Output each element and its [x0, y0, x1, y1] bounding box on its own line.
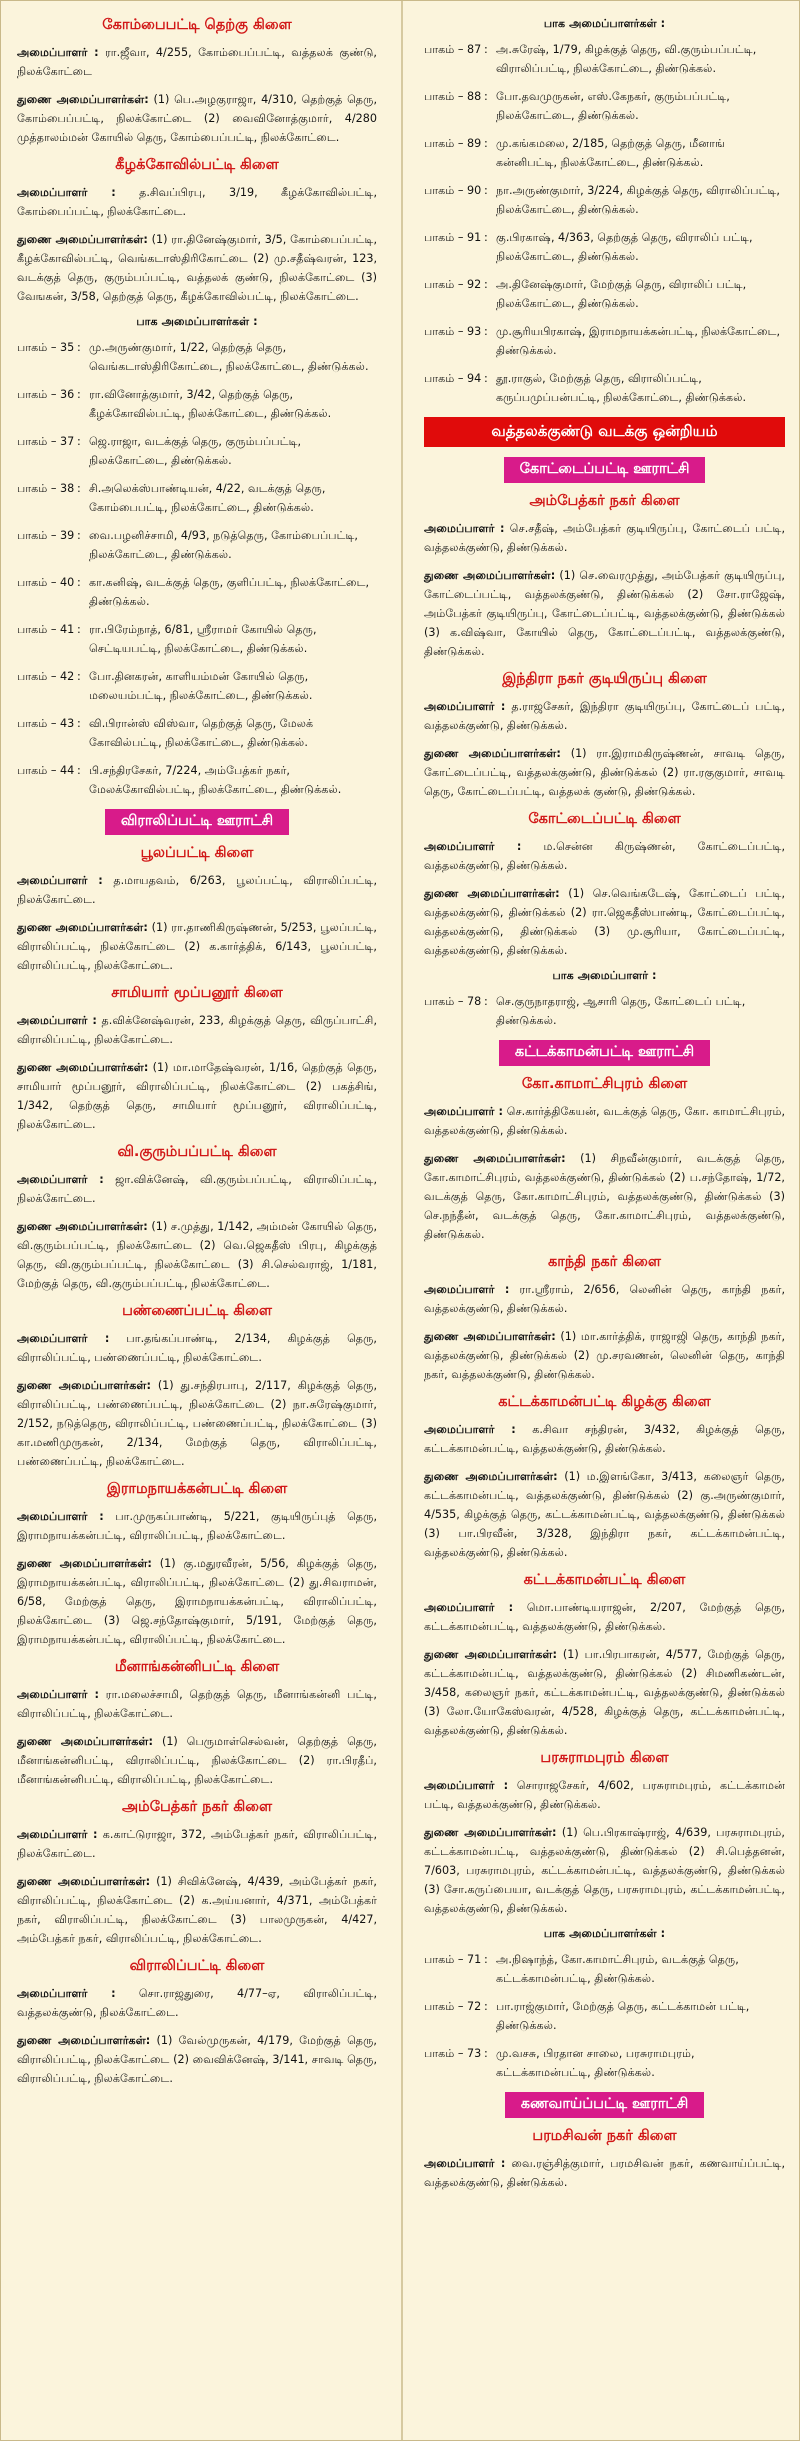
ward-colon: :	[77, 529, 81, 542]
branch-section	[17, 1303, 377, 1471]
ward-row	[17, 338, 377, 376]
role-label: அமைப்பாளர் :	[17, 1014, 97, 1027]
branch-title: கோம்பைபட்டி தெற்கு கிளை	[102, 17, 292, 33]
ward-number: பாகம் – 36	[17, 388, 75, 401]
member-entry	[424, 2154, 785, 2192]
branch-title: காந்தி நகர் கிளை	[548, 1254, 661, 1270]
ward-organisers-heading: பாக அமைப்பாளர்கள் :	[136, 315, 258, 328]
branch-section	[424, 1394, 785, 1562]
member-details: (1) பா.பிரபாகரன், 4/577, மேற்குத் தெரு, கட்டக்காமன்பட்டி, வத்தலக்குண்டு, திண்டுக்கல் (2) சிமணிகண்டன், 3/458, கலைஞர் நகர், கட்டக்காமன்பட்டி, வத்தலக்குண்டு, திண்டுக்கல் (3) லோ.யோகேஸ்வரன், 4/528, கிழக்குத் தெரு, கட்டக்காமன்பட்டி, வத்தலக்குண்டு, திண்டுக்கல்.	[424, 1648, 785, 1737]
ward-organisers-heading: பாக அமைப்பாளர்கள் :	[543, 17, 666, 30]
branch-title: கீழக்கோவில்பட்டி கிளை	[115, 157, 279, 173]
role-label: துணை அமைப்பாளர்கள்:	[17, 1379, 151, 1392]
branch-title: இந்திரா நகர் குடியிருப்பு கிளை	[502, 671, 707, 687]
branch-title: கோ.காமாட்சிபுரம் கிளை	[521, 1076, 688, 1092]
member-details: (1) கு.மதுரவீரன், 5/56, கிழக்குத் தெரு, இராமநாயக்கன்பட்டி, விராலிப்பட்டி, நிலக்கோட்டை (2) து.சிவராமன், 6/58, மேற்குத் தெரு, இராமநாயக்கன்பட்டி, விராலிப்பட்டி, நிலக்கோட்டை (3) ஜெ.சந்தோஷ்குமார், 5/191, மேற்குத் தெரு, இராமநாயக்கன்பட்டி, விராலிப்பட்டி, நிலக்கோட்டை.	[17, 1557, 378, 1646]
role-label: அமைப்பாளர் :	[424, 1105, 503, 1118]
role-label: அமைப்பாளர் :	[17, 1332, 110, 1345]
role-label: அமைப்பாளர் :	[17, 1987, 116, 2000]
ward-number: பாகம் – 40	[17, 576, 75, 589]
member-entry	[424, 1420, 785, 1458]
ward-row	[424, 181, 785, 219]
ward-organisers-heading: பாக அமைப்பாளர் :	[552, 969, 657, 982]
member-details: மொ.பாண்டியராஜன், 2/207, மேற்குத் தெரு, கட்டக்காமன்பட்டி, வத்தலக்குண்டு, திண்டுக்கல்.	[424, 1601, 785, 1633]
member-entry	[17, 1507, 377, 1545]
member-entry	[17, 918, 377, 975]
member-entry	[17, 1217, 377, 1293]
branch-section	[424, 17, 785, 407]
member-entry	[424, 1327, 785, 1384]
member-details: த.மாயதவம், 6/263, பூலப்பட்டி, விராலிப்பட்டி, நிலக்கோட்டை.	[17, 874, 378, 906]
member-details: பா.தங்கப்பாண்டி, 2/134, கிழக்குத் தெரு, விராலிப்பட்டி, பண்ணைப்பட்டி, நிலக்கோட்டை.	[17, 1332, 377, 1364]
member-details: ரா.ஸ்ரீராம், 2/656, லெனின் தெரு, காந்தி நகர், வத்தலக்குண்டு, திண்டுக்கல்.	[424, 1283, 786, 1315]
branch-title: அம்பேத்கர் நகர் கிளை	[121, 1799, 273, 1815]
ward-details: மு.அருண்குமார், 1/22, தெற்குத் தெரு, வெங்கடாஸ்திரிகோட்டை, நிலக்கோட்டை, திண்டுக்கல்.	[89, 341, 369, 373]
branch-title: மீனாங்கன்னிபட்டி கிளை	[114, 1659, 280, 1675]
member-entry	[17, 2031, 377, 2088]
ward-row	[424, 1997, 785, 2035]
ward-number: பாகம் – 39	[17, 529, 75, 542]
member-details: க.சிவா சந்திரன், 3/432, கிழக்குத் தெரு, கட்டக்காமன்பட்டி, வத்தலக்குண்டு, திண்டுக்கல்.	[424, 1423, 785, 1455]
member-details: (1) ம.இளங்கோ, 3/413, கலைஞர் தெரு, கட்டக்காமன்பட்டி, வத்தலக்குண்டு, திண்டுக்கல் (2) கு.அருண்குமார், 4/535, கிழக்குத் தெரு, கட்டக்காமன்பட்டி, வத்தலக்குண்டு, திண்டுக்கல் (3) பா.பிரவீன், 3/328, இந்திரா நகர், கட்டக்காமன்பட்டி, வத்தலக்குண்டு, திண்டுக்கல்.	[424, 1470, 785, 1559]
member-entry	[17, 1685, 377, 1723]
branch-section	[17, 1958, 377, 2088]
member-details: (1) பெ.பிரகாஷ்ராஜ், 4/639, பரசுராமபுரம், கட்டக்காமன்பட்டி, வத்தலக்குண்டு, திண்டுக்கல் (2) சி.பெத்தனன், 7/603, பரசுராமபுரம், கட்டக்காமன்பட்டி, வத்தலக்குண்டு, திண்டுக்கல் (3) சோ.கருப்பையா, வடக்குத் தெரு, பரசுராமபுரம், கட்டக்காமன்பட்டி, வத்தலக்குண்டு, திண்டுக்கல்.	[424, 1826, 785, 1915]
role-label: துணை அமைப்பாளர்கள்:	[424, 1648, 557, 1661]
member-details: (1) சிநவீன்குமார், வடக்குத் தெரு, கோ.காமாட்சிபுரம், வத்தலக்குண்டு, திண்டுக்கல் (2) ப.சந்தோஷ், 1/72, வடக்குத் தெரு, கோ.காமாட்சிபுரம், வத்தலக்குண்டு, திண்டுக்கல் (3) செ.நந்தீன், வடக்குத் தெரு, கோ.காமாட்சிபுரம், வத்தலக்குண்டு, திண்டுக்கல்.	[424, 1152, 785, 1241]
ward-colon: :	[484, 325, 488, 338]
branch-title: சாமியார் மூப்பனூர் கிளை	[111, 985, 283, 1001]
ward-colon: :	[484, 90, 488, 103]
panchayat-banner: கட்டக்காமன்பட்டி ஊராட்சி	[499, 1040, 710, 1066]
ward-details: வை.பழனிச்சாமி, 4/93, நடுத்தெரு, கோம்பைப்பட்டி, நிலக்கோட்டை, திண்டுக்கல்.	[89, 529, 358, 561]
ward-details: பி.சந்திரசேகர், 7/224, அம்பேத்கர் நகர், மேலக்கோவில்பட்டி, நிலக்கோட்டை, திண்டுக்கல்.	[89, 764, 342, 796]
panchayat-banner: கோட்டைப்பட்டி ஊராட்சி	[504, 457, 706, 483]
ward-number: பாகம் – 87	[424, 43, 482, 56]
role-label: துணை அமைப்பாளர்கள்:	[424, 1152, 566, 1165]
role-label: அமைப்பாளர் :	[17, 1688, 100, 1701]
member-entry	[424, 1823, 785, 1918]
branch-title: பரமசிவன் நகர் கிளை	[532, 2128, 677, 2144]
member-details: (1) மா.மாதேஷ்வரன், 1/16, தெற்குத் தெரு, சாமியார் மூப்பனூர், விராலிப்பட்டி, நிலக்கோட்டை (2) பகத்சிங், 1/342, தெற்குத் தெரு, சாமியார் மூப்பனூர், விராலிப்பட்டி, நிலக்கோட்டை.	[17, 1061, 377, 1131]
branch-title: கட்டக்காமன்பட்டி கிளை	[523, 1572, 686, 1588]
member-entry	[17, 871, 377, 909]
member-entry	[424, 697, 785, 735]
ward-number: பாகம் – 72	[424, 2000, 482, 2013]
ward-row	[17, 385, 377, 423]
branch-title: விராலிப்பட்டி கிளை	[129, 1958, 265, 1974]
ward-number: பாகம் – 91	[424, 231, 482, 244]
member-entry	[17, 230, 377, 306]
member-entry	[17, 183, 377, 221]
branch-section	[424, 1572, 785, 1740]
member-entry	[424, 519, 785, 557]
ward-number: பாகம் – 89	[424, 137, 482, 150]
role-label: துணை அமைப்பாளர்கள்:	[17, 233, 148, 246]
role-label: துணை அமைப்பாளர்கள்:	[424, 1470, 558, 1483]
ward-colon: :	[484, 2047, 488, 2060]
member-entry	[17, 90, 377, 147]
ward-details: மு.சூரியபிரகாஷ், இராமநாயக்கன்பட்டி, நிலக்கோட்டை, திண்டுக்கல்.	[496, 325, 781, 357]
ward-row	[17, 620, 377, 658]
branch-section	[424, 2128, 785, 2192]
ward-row	[17, 432, 377, 470]
member-details: (1) பெருமாள்செல்வன், தெற்குத் தெரு, மீனாங்கன்னிபட்டி, விராலிப்பட்டி, நிலக்கோட்டை (2) ரா.பிரதீப், மீனாங்கன்னிபட்டி, விராலிப்பட்டி, நிலக்கோட்டை.	[17, 1735, 377, 1786]
ward-colon: :	[77, 717, 81, 730]
ward-details: கா.கனிஷ், வடக்குத் தெரு, குளிப்பட்டி, நிலக்கோட்டை, திண்டுக்கல்.	[89, 576, 370, 608]
ward-row	[17, 479, 377, 517]
member-details: (1) ரா.இராமகிருஷ்ணன், சாவடி தெரு, கோட்டைப்பட்டி, வத்தலக்குண்டு, திண்டுக்கல் (2) ரா.ரகுகுமார், சாவடி தெரு, கோட்டைப்பட்டி, வத்தலக் குண்டு, திண்டுக்கல்.	[424, 747, 785, 798]
ward-details: மு.வசசு, பிரதான சாலை, பரசுராமபுரம், கட்டக்காமன்பட்டி, திண்டுக்கல்.	[496, 2047, 695, 2079]
ward-details: ரா.பிரேம்நாத், 6/81, ஸ்ரீராமர் கோயில் தெரு, செட்டியபட்டி, நிலக்கோட்டை, திண்டுக்கல்.	[89, 623, 317, 655]
ward-colon: :	[77, 482, 81, 495]
member-entry	[17, 1554, 377, 1649]
ward-details: நா.அருண்குமார், 3/224, கிழக்குத் தெரு, விராலிப்பட்டி, நிலக்கோட்டை, திண்டுக்கல்.	[496, 184, 780, 216]
role-label: அமைப்பாளர் :	[424, 2157, 506, 2170]
branch-section	[17, 809, 377, 835]
ward-details: செ.குருநாதராஜ், ஆசாரி தெரு, கோட்டைப் பட்டி, திண்டுக்கல்.	[496, 995, 746, 1027]
ward-row	[424, 40, 785, 78]
role-label: துணை அமைப்பாளர்கள்:	[424, 1826, 557, 1839]
ward-details: பா.ராஜ்குமார், மேற்குத் தெரு, கட்டக்காமன் பட்டி, திண்டுக்கல்.	[496, 2000, 750, 2032]
member-details: த.விக்னேஷ்வரன், 233, கிழக்குத் தெரு, விருப்பாட்சி, விராலிப்பட்டி, நிலக்கோட்டை.	[17, 1014, 377, 1046]
member-details: (1) து.சந்திரபாபு, 2/117, கிழக்குத் தெரு, விராலிப்பட்டி, பண்ணைப்பட்டி, நிலக்கோட்டை (2) நா.சுரேஷ்குமார், 2/152, நடுத்தெரு, விராலிப்பட்டி, பண்ணைப்பட்டி, நிலக்கோட்டை (3) கா.மணிமுருகன், 2/134, மேற்குத் தெரு, விராலிப்பட்டி, பண்ணைப்பட்டி, நிலக்கோட்டை.	[17, 1379, 377, 1468]
branch-section	[424, 493, 785, 661]
member-details: பா.முருகப்பாண்டி, 5/221, குடியிருப்புத் தெரு, இராமநாயக்கன்பட்டி, விராலிப்பட்டி, நிலக்கோட்டை.	[17, 1510, 377, 1542]
role-label: துணை அமைப்பாளர்கள்:	[424, 747, 561, 760]
member-details: க.காட்டுராஜா, 372, அம்பேத்கர் நகர், விராலிப்பட்டி, நிலக்கோட்டை.	[17, 1828, 377, 1860]
member-details: செ.கார்த்திகேயன், வடக்குத் தெரு, கோ. காமாட்சிபுரம், வத்தலக்குண்டு, திண்டுக்கல்.	[424, 1105, 786, 1137]
role-label: துணை அமைப்பாளர்கள்:	[17, 1875, 151, 1888]
member-entry	[17, 1872, 377, 1948]
member-details: சொராஜசேகர், 4/602, பரசுராமபுரம், கட்டக்காமன் பட்டி, வத்தலக்குண்டு, திண்டுக்கல்.	[424, 1779, 786, 1811]
ward-row	[424, 322, 785, 360]
ward-row	[424, 87, 785, 125]
member-details: (1) ச.முத்து, 1/142, அம்மன் கோயில் தெரு, வி.குரும்பப்பட்டி, நிலக்கோட்டை (2) வெ.ஜெகதீஸ் பிரபு, கிழக்குத் தெரு, வி.குரும்பப்பட்டி, நிலக்கோட்டை (3) சி.செல்வராஜ், 1/181, மேற்குத் தெரு, வி.குரும்பப்பட்டி, நிலக்கோட்டை.	[17, 1220, 377, 1290]
branch-section	[17, 17, 377, 147]
branch-section	[424, 671, 785, 801]
branch-section	[424, 1076, 785, 1244]
member-entry	[424, 744, 785, 801]
ward-number: பாகம் – 88	[424, 90, 482, 103]
role-label: அமைப்பாளர் :	[424, 1601, 514, 1614]
ward-details: கு.பிரகாஷ், 4/363, தெற்குத் தெரு, விராலிப் பட்டி, நிலக்கோட்டை, திண்டுக்கல்.	[496, 231, 753, 263]
member-details: (1) மா.கார்த்திக், ராஜாஜி தெரு, காந்தி நகர், வத்தலக்குண்டு, திண்டுக்கல் (2) மு.சரவணன், லெனின் தெரு, காந்தி நகர், வத்தலக்குண்டு, திண்டுக்கல்.	[424, 1330, 786, 1381]
ward-details: அ.சுரேஷ், 1/79, கிழக்குத் தெரு, வி.குரும்பப்பட்டி, விராலிப்பட்டி, நிலக்கோட்டை, திண்டுக்கல்.	[496, 43, 757, 75]
member-details: (1) வேல்முருகன், 4/179, மேற்குத் தெரு, விராலிப்பட்டி, நிலக்கோட்டை (2) வைவிக்னேஷ், 3/141, சாவடி தெரு, விராலிப்பட்டி, நிலக்கோட்டை.	[17, 2034, 377, 2085]
member-details: ரா.மலைச்சாமி, தெற்குத் தெரு, மீனாங்கன்னி பட்டி, விராலிப்பட்டி, நிலக்கோட்டை.	[17, 1688, 377, 1720]
ward-colon: :	[484, 43, 488, 56]
role-label: அமைப்பாளர் :	[424, 1779, 509, 1792]
ward-colon: :	[77, 435, 81, 448]
member-entry	[17, 1170, 377, 1208]
branch-section	[17, 985, 377, 1134]
panchayat-banner: கணவாய்ப்பட்டி ஊராட்சி	[505, 2092, 705, 2118]
member-details: த.ராஜசேகர், இந்திரா குடியிருப்பு, கோட்டைப் பட்டி, வத்தலக்குண்டு, திண்டுக்கல்.	[424, 700, 785, 732]
branch-title: இராமநாயக்கன்பட்டி கிளை	[106, 1481, 288, 1497]
member-entry	[424, 884, 785, 960]
ward-number: பாகம் – 38	[17, 482, 75, 495]
member-details: ரா.ஜீவா, 4/255, கோம்பைப்பட்டி, வத்தலக் குண்டு, நிலக்கோட்டை	[17, 46, 377, 78]
branch-title: பண்ணைப்பட்டி கிளை	[122, 1303, 272, 1319]
ward-row	[424, 228, 785, 266]
member-details: ஜா.விக்னேஷ், வி.குரும்பப்பட்டி, விராலிப்பட்டி, நிலக்கோட்டை.	[17, 1173, 377, 1205]
member-details: (1) பெ.அழகுராஜா, 4/310, தெற்குத் தெரு, கோம்பைப்பட்டி, நிலக்கோட்டை (2) வைவினோத்குமார், 4/280 முத்தாலம்மன் கோயில் தெரு, கோம்பைப்பட்டி, நிலக்கோட்டை.	[17, 93, 377, 144]
role-label: அமைப்பாளர் :	[17, 1173, 104, 1186]
member-details: ம.சென்ன கிருஷ்ணன், கோட்டைப்பட்டி, வத்தலக்குண்டு, திண்டுக்கல்.	[424, 840, 786, 872]
role-label: அமைப்பாளர் :	[424, 522, 505, 535]
member-entry	[424, 1645, 785, 1740]
ward-row	[17, 714, 377, 752]
role-label: அமைப்பாளர் :	[424, 1283, 510, 1296]
ward-number: பாகம் – 73	[424, 2047, 482, 2060]
role-label: துணை அமைப்பாளர்கள்:	[17, 93, 149, 106]
member-entry	[424, 1149, 785, 1244]
member-details: (1) செ.வெங்கடேஷ், கோட்டைப் பட்டி, வத்தலக்குண்டு, திண்டுக்கல் (2) ரா.ஜெகதீஸ்பாண்டி, கோட்டைப்பட்டி, வத்தலக்குண்டு, திண்டுக்கல் (3) மு.சூரியா, கோட்டைப்பட்டி, வத்தலக்குண்டு, திண்டுக்கல்.	[424, 887, 786, 957]
branch-title: கோட்டைப்பட்டி கிளை	[528, 811, 681, 827]
ward-row	[17, 761, 377, 799]
ward-colon: :	[484, 231, 488, 244]
ward-colon: :	[77, 576, 81, 589]
ward-details: அ.தினேஷ்குமார், மேற்குத் தெரு, விராலிப் பட்டி, நிலக்கோட்டை, திண்டுக்கல்.	[496, 278, 747, 310]
branch-title: அம்பேத்கர் நகர் கிளை	[529, 493, 680, 509]
role-label: துணை அமைப்பாளர்கள்:	[17, 921, 148, 934]
branch-section	[424, 811, 785, 1030]
role-label: துணை அமைப்பாளர்கள்:	[17, 1220, 148, 1233]
ward-details: வி.பிரான்ஸ் விஸ்வா, தெற்குத் தெரு, மேலக் கோவில்பட்டி, நிலக்கோட்டை, திண்டுக்கல்.	[89, 717, 314, 749]
ward-colon: :	[77, 388, 81, 401]
branch-section	[424, 1254, 785, 1384]
ward-details: ரா.வினோத்குமார், 3/42, தெற்குத் தெரு, கீழக்கோவில்பட்டி, நிலக்கோட்டை, திண்டுக்கல்.	[89, 388, 332, 420]
member-details: வை.ரஞ்சித்குமார், பரமசிவன் நகர், கணவாய்ப்பட்டி, வத்தலக்குண்டு, திண்டுக்கல்.	[424, 2157, 786, 2189]
member-entry	[424, 1467, 785, 1562]
role-label: அமைப்பாளர் :	[17, 1828, 98, 1841]
branch-title: கட்டக்காமன்பட்டி கிழக்கு கிளை	[498, 1394, 711, 1410]
ward-colon: :	[484, 184, 488, 197]
branch-section	[424, 1040, 785, 1066]
column-divider	[401, 1, 403, 2440]
ward-number: பாகம் – 93	[424, 325, 482, 338]
branch-title: பூலப்பட்டி கிளை	[140, 845, 254, 861]
ward-number: பாகம் – 35	[17, 341, 75, 354]
ward-colon: :	[77, 670, 81, 683]
ward-row	[17, 526, 377, 564]
role-label: அமைப்பாளர் :	[424, 1423, 516, 1436]
member-details: (1) செ.வைரமுத்து, அம்பேத்கர் குடியிருப்பு, கோட்டைப்பட்டி, வத்தலக்குண்டு, திண்டுக்கல் (2) சோ.ராஜேஷ், அம்பேத்கர் குடியிருப்பு, கோட்டைப்பட்டி, வத்தலக்குண்டு, திண்டுக்கல் (3) க.விஷ்வா, கோயில் தெரு, கோட்டைப்பட்டி, வத்தலக்குண்டு, திண்டுக்கல்.	[424, 569, 785, 658]
member-entry	[17, 1011, 377, 1049]
ward-colon: :	[484, 1953, 488, 1966]
ward-details: மு.கங்கமலை, 2/185, தெற்குத் தெரு, மீனாங் கன்னிபட்டி, நிலக்கோட்டை, திண்டுக்கல்.	[496, 137, 725, 169]
member-entry	[17, 43, 377, 81]
member-details: சொ.ராஜதுரை, 4/77–ஏ, விராலிப்பட்டி, வத்தலக்குண்டு, நிலக்கோட்டை.	[17, 1987, 377, 2019]
ward-colon: :	[484, 995, 488, 1008]
ward-number: பாகம் – 90	[424, 184, 482, 197]
ward-details: போ.தினகரன், காளியம்மன் கோயில் தெரு, மலையம்பட்டி, நிலக்கோட்டை, திண்டுக்கல்.	[89, 670, 313, 702]
role-label: துணை அமைப்பாளர்கள்:	[17, 1557, 152, 1570]
branch-section	[424, 2092, 785, 2118]
member-entry	[17, 1984, 377, 2022]
ward-details: அ.நிஷாந்த், கோ.காமாட்சிபுரம், வடக்குத் தெரு, கட்டக்காமன்பட்டி, திண்டுக்கல்.	[496, 1953, 739, 1985]
ward-number: பாகம் – 44	[17, 764, 75, 777]
branch-section	[17, 1481, 377, 1649]
member-details: (1) ரா.தினேஷ்குமார், 3/5, கோம்பைப்பட்டி, கீழக்கோவில்பட்டி, வெங்கடாஸ்திரிகோட்டை (2) மு.சதீஷ்வரன், 123, வடக்குத் தெரு, குரும்பப்பட்டி, வத்தலக் குண்டு, நிலக்கோட்டை (3) வேஙகன், 3/58, தெற்குத் தெரு, கீழக்கோவில்பட்டி, நிலக்கோட்டை.	[17, 233, 377, 303]
member-details: (1) ரா.தாணிகிருஷ்ணன், 5/253, பூலப்பட்டி, விராலிப்பட்டி, நிலக்கோட்டை (2) க.கார்த்திக், 6/143, பூலப்பட்டி, விராலிப்பட்டி, நிலக்கோட்டை.	[17, 921, 377, 972]
ward-details: தூ.ராகுல், மேற்குத் தெரு, விராலிப்பட்டி, கருப்பமுப்பன்பட்டி, நிலக்கோட்டை, திண்டுக்கல்.	[496, 372, 747, 404]
ward-row	[424, 1950, 785, 1988]
ward-colon: :	[77, 764, 81, 777]
member-entry	[424, 1598, 785, 1636]
member-details: (1) சிவிக்னேஷ், 4/439, அம்பேத்கர் நகர், விராலிப்பட்டி, நிலக்கோட்டை (2) க.அய்யனார், 4/371, அம்பேத்கர் நகர், விராலிப்பட்டி, நிலக்கோட்டை (3) பாலமுருகன், 4/427, அம்பேத்கர் நகர், விராலிப்பட்டி, நிலக்கோட்டை.	[17, 1875, 377, 1945]
ward-number: பாகம் – 78	[424, 995, 482, 1008]
ward-number: பாகம் – 71	[424, 1953, 482, 1966]
ward-colon: :	[484, 278, 488, 291]
ward-number: பாகம் – 41	[17, 623, 75, 636]
ward-row	[424, 275, 785, 313]
ward-colon: :	[484, 372, 488, 385]
ward-number: பாகம் – 92	[424, 278, 482, 291]
role-label: அமைப்பாளர் :	[424, 700, 506, 713]
member-entry	[17, 1825, 377, 1863]
role-label: துணை அமைப்பாளர்கள்:	[17, 2034, 151, 2047]
role-label: அமைப்பாளர் :	[424, 840, 522, 853]
branch-section	[17, 1659, 377, 1789]
union-banner: வத்தலக்குண்டு வடக்கு ஒன்றியம்	[424, 417, 785, 447]
role-label: அமைப்பாளர் :	[17, 186, 116, 199]
branch-section	[17, 157, 377, 799]
branch-section	[17, 845, 377, 975]
ward-colon: :	[77, 341, 81, 354]
ward-organisers-heading: பாக அமைப்பாளர்கள் :	[543, 1927, 666, 1940]
branch-title: பரசுராமபுரம் கிளை	[540, 1750, 669, 1766]
role-label: அமைப்பாளர் :	[17, 1510, 104, 1523]
member-entry	[17, 1058, 377, 1134]
right-column	[408, 1, 800, 2440]
member-entry	[424, 1102, 785, 1140]
panchayat-banner: விராலிப்பட்டி ஊராட்சி	[105, 809, 289, 835]
member-entry	[424, 566, 785, 661]
ward-details: ஜெ.ராஜா, வடக்குத் தெரு, குரும்பப்பட்டி, நிலக்கோட்டை, திண்டுக்கல்.	[89, 435, 302, 467]
ward-colon: :	[484, 2000, 488, 2013]
ward-number: பாகம் – 94	[424, 372, 482, 385]
member-details: செ.சதீஷ், அம்பேத்கர் குடியிருப்பு, கோட்டைப் பட்டி, வத்தலக்குண்டு, திண்டுக்கல்.	[424, 522, 786, 554]
ward-row	[424, 992, 785, 1030]
ward-row	[17, 667, 377, 705]
ward-colon: :	[77, 623, 81, 636]
ward-row	[17, 573, 377, 611]
ward-details: சி.அலெக்ஸ்பாண்டியன், 4/22, வடக்குத் தெரு, கோம்பைபட்டி, நிலக்கோட்டை, திண்டுக்கல்.	[89, 482, 326, 514]
member-entry	[424, 1776, 785, 1814]
ward-row	[424, 369, 785, 407]
ward-number: பாகம் – 37	[17, 435, 75, 448]
role-label: துணை அமைப்பாளர்கள்:	[424, 569, 556, 582]
ward-details: போ.தவமுருகன், எஸ்.கேநகர், குரும்பப்பட்டி, நிலக்கோட்டை, திண்டுக்கல்.	[496, 90, 730, 122]
left-column	[1, 1, 393, 2440]
role-label: துணை அமைப்பாளர்கள்:	[424, 887, 560, 900]
member-entry	[424, 837, 785, 875]
member-entry	[17, 1376, 377, 1471]
ward-number: பாகம் – 43	[17, 717, 75, 730]
role-label: அமைப்பாளர் :	[17, 874, 103, 887]
role-label: துணை அமைப்பாளர்கள்:	[424, 1330, 556, 1343]
role-label: அமைப்பாளர் :	[17, 46, 99, 59]
branch-section	[424, 417, 785, 447]
member-entry	[17, 1732, 377, 1789]
branch-section	[424, 457, 785, 483]
role-label: துணை அமைப்பாளர்கள்:	[17, 1061, 149, 1074]
ward-number: பாகம் – 42	[17, 670, 75, 683]
member-entry	[17, 1329, 377, 1367]
ward-colon: :	[484, 137, 488, 150]
branch-section	[17, 1799, 377, 1948]
member-details: த.சிவப்பிரபு, 3/19, கீழக்கோவில்பட்டி, கோம்பைப்பட்டி, நிலக்கோட்டை.	[17, 186, 378, 218]
branch-section	[17, 1144, 377, 1293]
branch-title: வி.குரும்பப்பட்டி கிளை	[117, 1144, 277, 1160]
role-label: துணை அமைப்பாளர்கள்:	[17, 1735, 153, 1748]
branch-section	[424, 1750, 785, 2082]
ward-row	[424, 2044, 785, 2082]
member-entry	[424, 1280, 785, 1318]
ward-row	[424, 134, 785, 172]
